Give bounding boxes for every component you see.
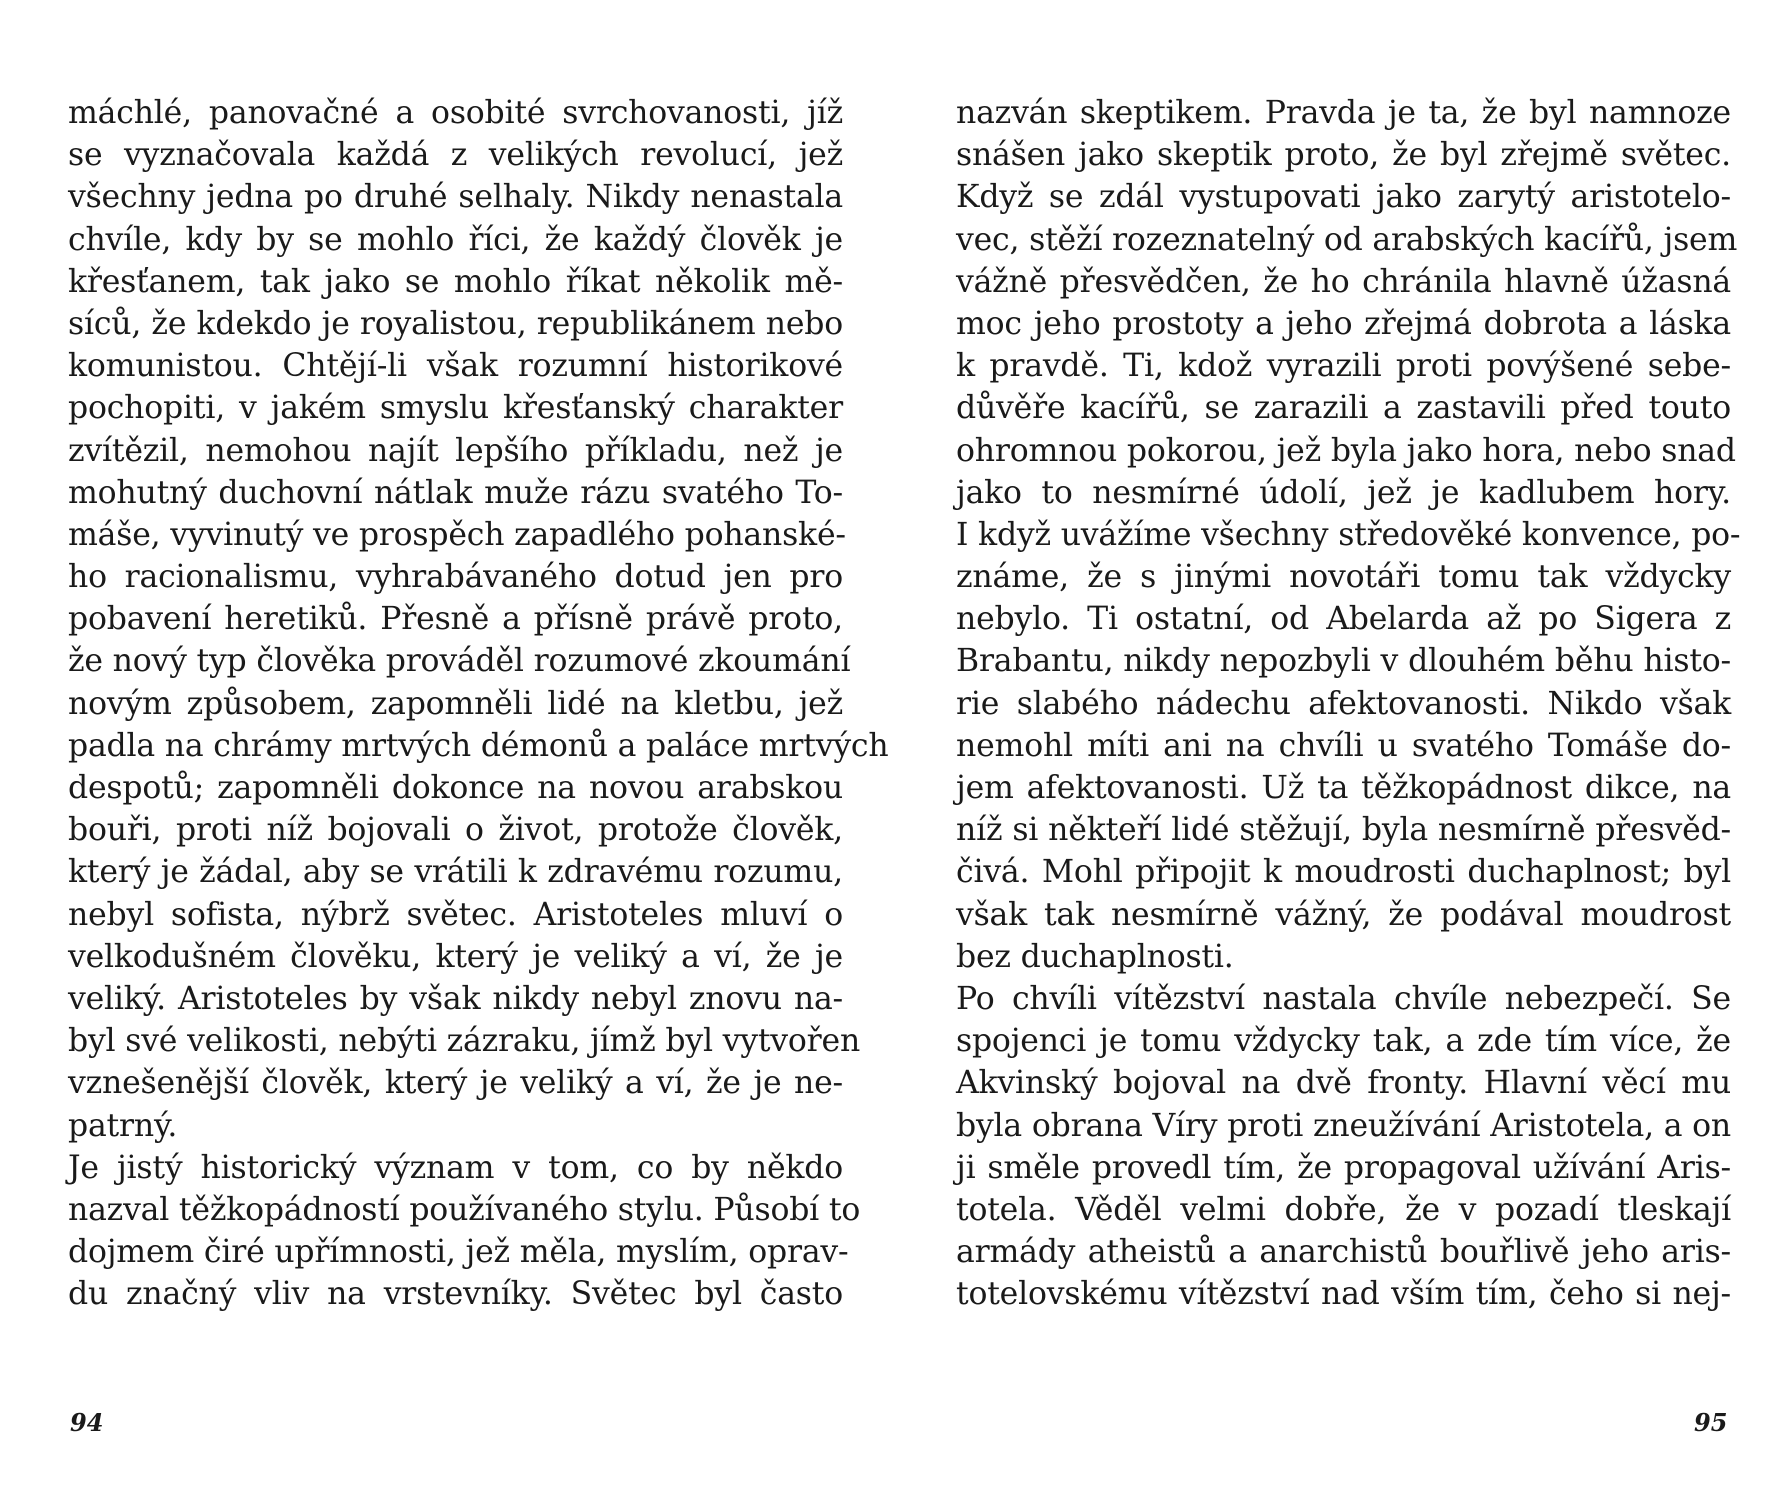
text-line: pobavení heretiků. Přesně a přísně právě proto, <box>68 601 843 638</box>
text-line: spojenci je tomu vždycky tak, a zde tím více, že <box>956 1023 1731 1060</box>
text-line: komunistou. Chtějí-li však rozumní historikové <box>68 348 843 385</box>
text-line: Když se zdál vystupovati jako zarytý aristotelo- <box>956 179 1731 216</box>
text-line: všechny jedna po druhé selhaly. Nikdy nenastala <box>68 179 843 216</box>
text-line: že nový typ člověka prováděl rozumové zkoumání <box>68 643 851 680</box>
text-line: snášen jako skeptik proto, že byl zřejmě světec. <box>956 137 1731 174</box>
text-line: nemohl míti ani na chvíli u svatého Tomáše do- <box>956 727 1731 764</box>
text-line: byla obrana Víry proti zneužívání Aristotela, a on <box>956 1107 1731 1144</box>
text-line: důvěře kacířů, se zarazili a zastavili před touto <box>956 390 1731 427</box>
text-line: bez duchaplnosti. <box>956 938 1234 975</box>
text-line: velkodušném člověku, který je veliký a ví, že je <box>68 938 843 975</box>
text-line: ohromnou pokorou, jež byla jako hora, nebo snad <box>956 432 1736 469</box>
text-line: patrný. <box>68 1107 178 1144</box>
text-line: níž si někteří lidé stěžují, byla nesmírně přesvěd- <box>956 812 1731 849</box>
text-line: se vyznačovala každá z velikých revolucí, jež <box>68 137 843 174</box>
text-line: rie slabého nádechu afektovanosti. Nikdo však <box>956 685 1731 722</box>
text-line: moc jeho prostoty a jeho zřejmá dobrota a láska <box>956 305 1731 342</box>
text-line: Brabantu, nikdy nepozbyli v dlouhém běhu histo- <box>956 643 1731 680</box>
text-line: nazval těžkopádností používaného stylu. Působí to <box>68 1191 861 1228</box>
text-line: čivá. Mohl připojit k moudrosti duchaplnost; byl <box>956 854 1731 891</box>
text-line: I když uvážíme všechny středověké konvence, po- <box>956 516 1741 553</box>
text-line: ji směle provedl tím, že propagoval užívání Aris- <box>956 1149 1731 1186</box>
text-line: vec, stěží rozeznatelný od arabských kacířů, jsem <box>956 221 1738 258</box>
text-line: zvítězil, nemohou najít lepšího příkladu, než je <box>68 432 843 469</box>
text-line: novým způsobem, zapomněli lidé na kletbu, jež <box>68 685 843 722</box>
right-page <box>956 92 1741 1315</box>
text-line: padla na chrámy mrtvých démonů a paláce mrtvých <box>68 727 889 764</box>
text-line: vážně přesvědčen, že ho chránila hlavně úžasná <box>956 263 1731 300</box>
text-line: nazván skeptikem. Pravda je ta, že byl namnoze <box>956 95 1731 131</box>
text-line: nebyl sofista, nýbrž světec. Aristoteles mluví o <box>68 896 843 933</box>
text-line: k pravdě. Ti, kdož vyrazili proti povýšené sebe- <box>956 348 1731 385</box>
text-line: Po chvíli vítězství nastala chvíle nebezpečí. Se <box>956 980 1731 1017</box>
right-page-text <box>956 92 1741 1315</box>
text-line: který je žádal, aby se vrátili k zdravému rozumu, <box>68 854 843 891</box>
text-line: Akvinský bojoval na dvě fronty. Hlavní věcí mu <box>956 1065 1731 1102</box>
text-line: byl své velikosti, nebýti zázraku, jímž byl vytvořen <box>68 1023 861 1060</box>
text-line: ho racionalismu, vyhrabávaného dotud jen pro <box>68 559 843 596</box>
text-line: máchlé, panovačné a osobité svrchovanosti, jíž <box>68 95 843 131</box>
text-line: totelovskému vítězství nad vším tím, čeho si nej- <box>956 1276 1731 1313</box>
text-line: známe, že s jinými novotáři tomu tak vždycky <box>956 559 1731 596</box>
text-line: chvíle, kdy by se mohlo říci, že každý člověk je <box>68 221 843 258</box>
left-page <box>68 92 889 1315</box>
text-line: veliký. Aristoteles by však nikdy nebyl znovu na- <box>68 980 843 1017</box>
text-line: nebylo. Ti ostatní, od Abelarda až po Sigera z <box>956 601 1731 638</box>
page-number-right: 95 <box>1694 1408 1728 1437</box>
text-line: jako to nesmírné údolí, jež je kadlubem hory. <box>956 474 1731 511</box>
text-line: armády atheistů a anarchistů bouřlivě jeho aris- <box>956 1234 1731 1271</box>
text-line: křesťanem, tak jako se mohlo říkat několik mě- <box>68 263 843 300</box>
text-line: síců, že kdekdo je royalistou, republikánem nebo <box>68 305 843 342</box>
text-line: bouři, proti níž bojovali o život, protože člověk, <box>68 812 843 849</box>
text-line: vznešenější člověk, který je veliký a ví, že je ne- <box>68 1065 843 1102</box>
text-line: však tak nesmírně vážný, že podával moudrost <box>956 896 1731 933</box>
text-line: máše, vyvinutý ve prospěch zapadlého pohanské- <box>68 516 846 553</box>
text-line: dojmem čiré upřímnosti, jež měla, myslím, oprav- <box>68 1234 849 1271</box>
text-line: totela. Věděl velmi dobře, že v pozadí tleskají <box>956 1191 1731 1228</box>
page-number-left: 94 <box>70 1408 104 1437</box>
text-line: jem afektovanosti. Už ta těžkopádnost dikce, na <box>956 770 1731 806</box>
text-line: du značný vliv na vrstevníky. Světec byl často <box>68 1276 843 1313</box>
text-line: mohutný duchovní nátlak muže rázu svatého To- <box>68 474 843 511</box>
text-line: despotů; zapomněli dokonce na novou arabskou <box>68 770 843 806</box>
text-line: Je jistý historický význam v tom, co by někdo <box>68 1149 843 1186</box>
text-line: pochopiti, v jakém smyslu křesťanský charakter <box>68 390 843 427</box>
left-page-text <box>68 92 889 1315</box>
